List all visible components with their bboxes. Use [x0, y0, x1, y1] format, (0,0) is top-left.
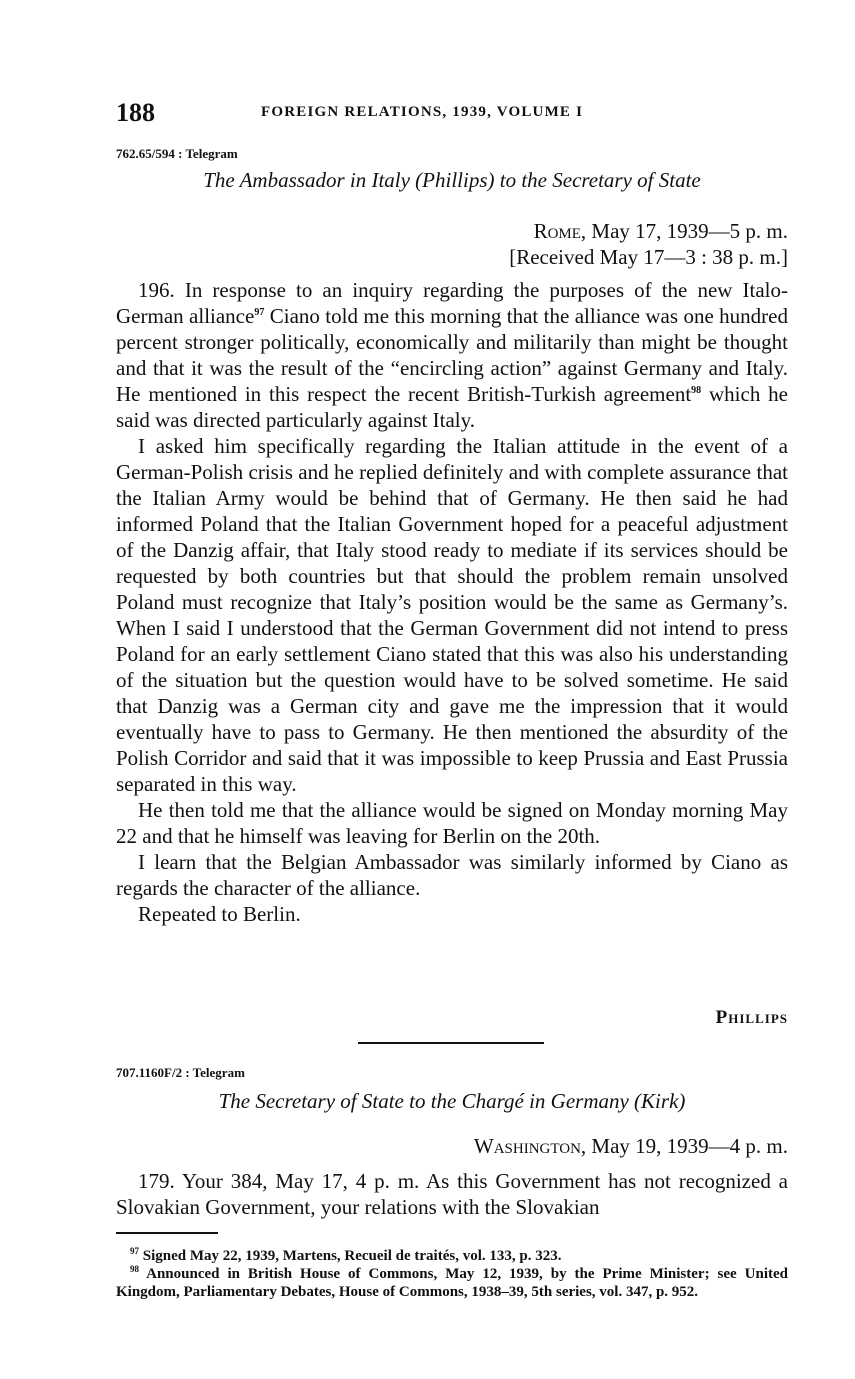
doc1-signature: Phillips	[715, 1007, 788, 1028]
footnotes	[116, 1247, 788, 1301]
doc2-body	[116, 1168, 788, 1220]
doc1-date: , May 17, 1939—5 p. m.	[580, 219, 788, 243]
doc2-date: , May 19, 1939—4 p. m.	[580, 1134, 788, 1158]
doc2-file-number: 707.1160F/2 : Telegram	[116, 1065, 245, 1080]
running-head: FOREIGN RELATIONS, 1939, VOLUME I	[261, 104, 584, 120]
section-divider	[358, 1042, 544, 1044]
doc1-place: Rome	[533, 219, 581, 243]
doc2-dateline	[474, 1133, 788, 1159]
doc1-body	[116, 277, 788, 927]
footnote-ref-97: 97	[254, 307, 265, 318]
footnote-98: $^{98}$ Announced in British House of Commons, May 12, 1939, by the Prime Minister; see United Kingdom, Parliamentary Debates, House of Commons, 1938–39, 5th series, vol. 347, p. 952.	[116, 1264, 788, 1300]
doc1-paragraph-1: 196. In response to an inquiry regarding the purposes of the new Italo-German alliance$^{97}$ Ciano told me this morning that the alliance was one hundred percent stronger politically, economically and militarily than might be thought and that it was the result of the “encircling action” against Germany and Italy. He mentioned in this respect the recent British-Turkish agreement$^{98}$ which he said was directed particularly against Italy.	[116, 278, 788, 432]
page-number: 188	[116, 98, 155, 127]
doc1-paragraph-2: I asked him specifically regarding the Italian attitude in the event of a German-Polish crisis and he replied definitely and with complete assurance that the Italian Army would be behind that of Germany. He then said he had informed Poland that the Italian Government hoped for a peaceful adjustment of the Danzig affair, that Italy stood ready to mediate if its services should be requested by both countries but that should the problem remain unsolved Poland must recognize that Italy’s position would be the same as Germany’s. When I said I understood that the German Government did not intend to press Poland for an early settlement Ciano stated that this was also his understanding of the situation but the question would have to be solved sometime. He said that Danzig was a German city and gave me the impression that it would eventually have to pass to Germany. He then mentioned the absurdity of the Polish Corridor and said that it was impossible to keep Prussia and East Prussia separated in this way.	[116, 434, 788, 796]
doc1-paragraph-3: He then told me that the alliance would be signed on Monday morning May 22 and that he himself was leaving for Berlin on the 20th.	[116, 798, 788, 848]
doc1-paragraph-4: I learn that the Belgian Ambassador was similarly informed by Ciano as regards the character of the alliance.	[116, 850, 788, 900]
doc2-place: Washington	[473, 1134, 581, 1158]
doc1-paragraph-5: Repeated to Berlin.	[138, 902, 301, 926]
footnote-97: $^{97}$ Signed May 22, 1939, Martens, Recueil de traités, vol. 133, p. 323.	[130, 1246, 562, 1264]
doc1-received: [Received May 17—3 : 38 p. m.]	[509, 245, 788, 269]
page-header	[116, 98, 788, 130]
doc2-title: The Secretary of State to the Chargé in Germany (Kirk)	[218, 1089, 686, 1113]
doc1-file-number: 762.65/594 : Telegram	[116, 146, 238, 161]
footnote-rule	[116, 1232, 218, 1234]
doc2-paragraph-1: 179. Your 384, May 17, 4 p. m. As this Government has not recognized a Slovakian Government, your relations with the Slovakian	[116, 1169, 788, 1219]
footnote-ref-98: 98	[691, 385, 702, 396]
doc1-dateline	[509, 218, 788, 270]
doc1-title: The Ambassador in Italy (Phillips) to the Secretary of State	[203, 168, 701, 192]
